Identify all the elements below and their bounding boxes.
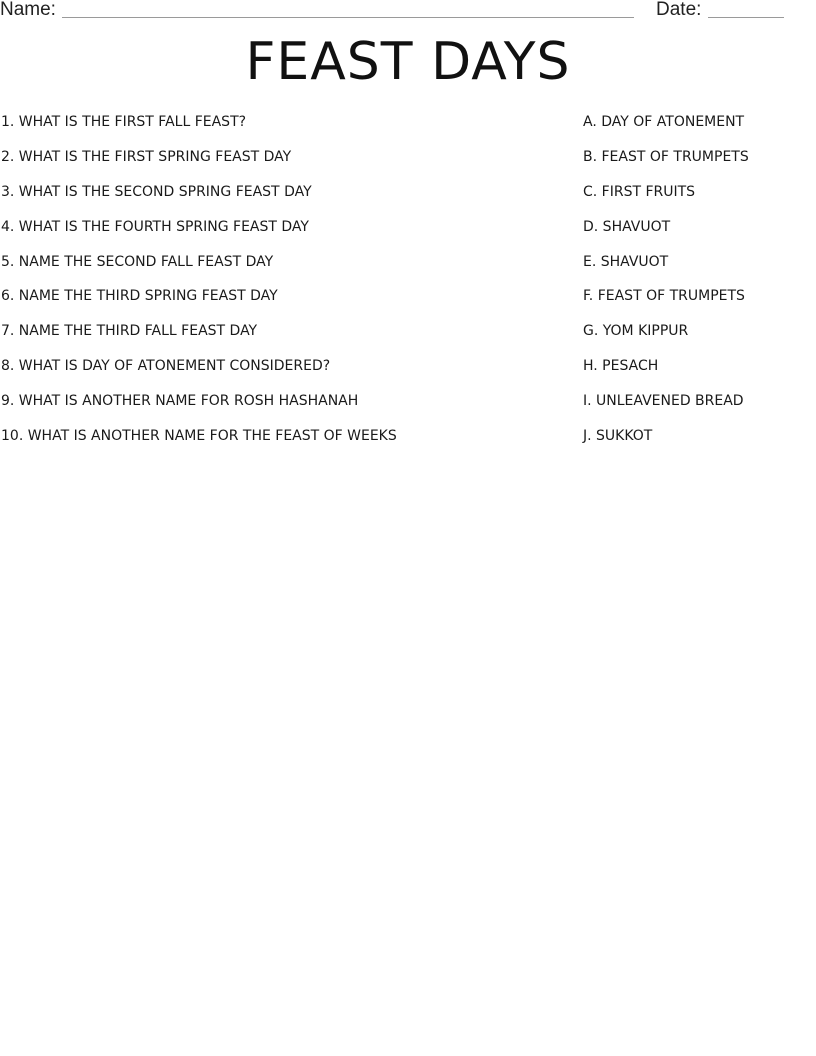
question-item: 7. NAME THE THIRD FALL FEAST DAY [1, 323, 258, 340]
question-item: 1. WHAT IS THE FIRST FALL FEAST? [1, 114, 247, 130]
answer-item: C. FIRST FRUITS [583, 183, 696, 200]
page-title: FEAST DAYS [245, 32, 571, 92]
answer-item: D. SHAVUOT [583, 218, 671, 235]
answer-list [583, 112, 808, 461]
question-item: 5. NAME THE SECOND FALL FEAST DAY [1, 253, 274, 270]
answer-item: F. FEAST OF TRUMPETS [583, 288, 745, 305]
date-label: Date: [656, 0, 702, 20]
answer-item: B. FEAST OF TRUMPETS [583, 148, 749, 165]
answer-item: E. SHAVUOT [583, 253, 669, 270]
answer-item: H. PESACH [583, 358, 659, 375]
answer-item: G. YOM KIPPUR [583, 323, 689, 340]
date-field-line[interactable] [708, 17, 784, 18]
answer-item: J. SUKKOT [583, 428, 653, 445]
name-label: Name: [0, 0, 56, 20]
name-field-line[interactable] [62, 17, 634, 18]
answer-item: A. DAY OF ATONEMENT [583, 114, 745, 130]
question-item: 3. WHAT IS THE SECOND SPRING FEAST DAY [1, 183, 312, 200]
question-item: 6. NAME THE THIRD SPRING FEAST DAY [1, 288, 278, 305]
question-item: 9. WHAT IS ANOTHER NAME FOR ROSH HASHANAH [1, 393, 359, 410]
worksheet-header [0, 0, 816, 24]
question-list [1, 112, 561, 461]
question-item: 4. WHAT IS THE FOURTH SPRING FEAST DAY [1, 218, 309, 235]
question-item: 10. WHAT IS ANOTHER NAME FOR THE FEAST OF WEEKS [1, 428, 397, 445]
answer-item: I. UNLEAVENED BREAD [583, 393, 744, 410]
question-item: 2. WHAT IS THE FIRST SPRING FEAST DAY [1, 148, 292, 165]
question-item: 8. WHAT IS DAY OF ATONEMENT CONSIDERED? [1, 358, 331, 375]
